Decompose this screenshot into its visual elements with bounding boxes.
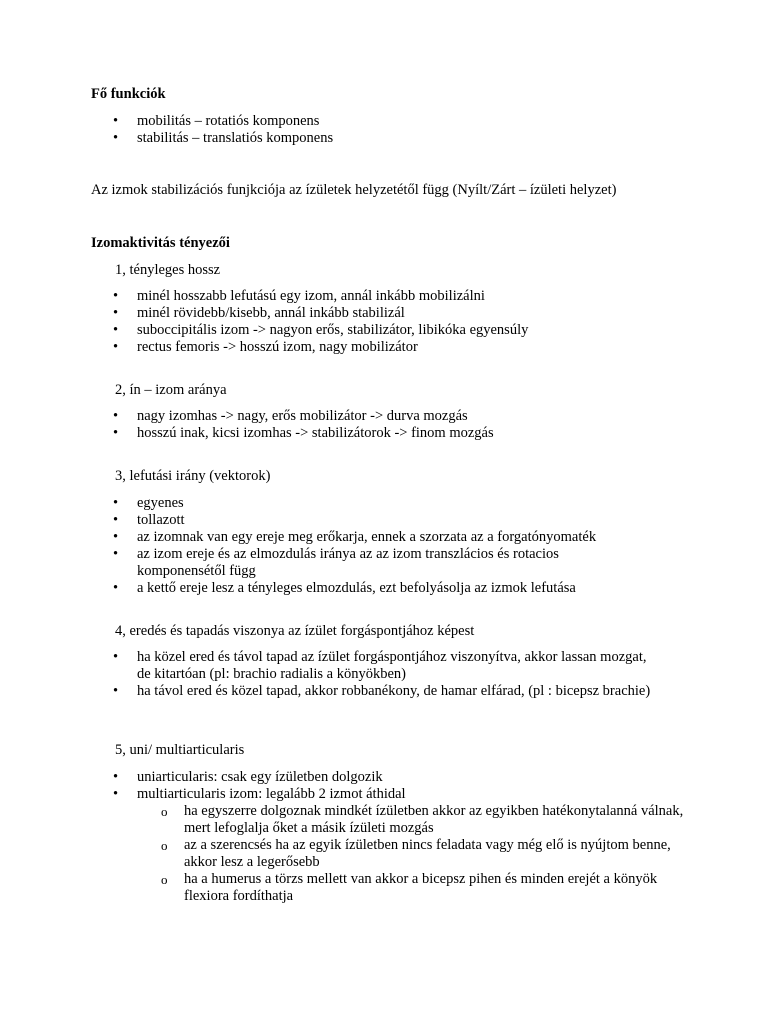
factor5-list [91, 769, 691, 905]
factor1-heading: 1, tényleges hossz [115, 262, 221, 278]
list-item: • rectus femoris -> hosszú izom, nagy mobilizátor [91, 339, 691, 356]
factor5-sublist [91, 803, 691, 905]
factor2-list [91, 408, 691, 442]
list-item: • minél rövidebb/kisebb, annál inkább stabilizál [91, 305, 691, 322]
factor3-list [91, 495, 651, 597]
sub-list-item: o az a szerencsés ha az egyik ízületben nincs feladata vagy még elő is nyújtom benne, akkor lesz a legerősebb [91, 837, 691, 871]
factor3-heading: 3, lefutási irány (vektorok) [115, 468, 271, 484]
factor5-heading: 5, uni/ multiarticularis [115, 742, 245, 758]
list-item: • nagy izomhas -> nagy, erős mobilizátor -> durva mozgás [91, 408, 691, 425]
list-item: • tollazott [91, 512, 651, 529]
list-item: • az izom ereje és az elmozdulás iránya az az izom transzlácios és rotacios komponensétől függ [91, 546, 651, 580]
heading-fo-funkciok: Fő funkciók [91, 86, 166, 102]
factor2-heading: 2, ín – izom aránya [115, 382, 227, 398]
list-item: • a kettő ereje lesz a tényleges elmozdulás, ezt befolyásolja az izmok lefutása [91, 580, 651, 597]
list-item: • suboccipitális izom -> nagyon erős, stabilizátor, libikóka egyensúly [91, 322, 691, 339]
sub-list-item: o ha egyszerre dolgoznak mindkét ízületben akkor az egyikben hatékonytalanná válnak, mert lefoglalja őket a másik ízületi mozgás [91, 803, 691, 837]
list-item: • az izomnak van egy ereje meg erőkarja, ennek a szorzata az a forgatónyomaték [91, 529, 651, 546]
list-item: • ha távol ered és közel tapad, akkor robbanékony, de hamar elfárad, (pl : bicepsz brachie) [91, 683, 651, 700]
list-item: • egyenes [91, 495, 651, 512]
list-fo-funkciok [91, 113, 691, 147]
list-item: • ha közel ered és távol tapad az ízület forgáspontjához viszonyítva, akkor lassan mozgat, de kitartóan (pl: brachio radialis a könyökben) [91, 649, 651, 683]
heading-izomaktivitas: Izomaktivitás tényezői [91, 235, 230, 251]
list-item: • minél hosszabb lefutású egy izom, annál inkább mobilizálni [91, 288, 691, 305]
list-item: • mobilitás – rotatiós komponens [91, 113, 691, 130]
paragraph-stabilizacio: Az izmok stabilizációs funjkciója az ízületek helyzetétől függ (Nyílt/Zárt – ízületi helyzet) [91, 182, 617, 198]
list-item: • uniarticularis: csak egy ízületben dolgozik [91, 769, 691, 786]
list-item: • multiarticularis izom: legalább 2 izmot áthidal [91, 786, 691, 803]
factor1-list [91, 288, 691, 356]
sub-list-item: o ha a humerus a törzs mellett van akkor a bicepsz pihen és minden erejét a könyök flexiora fordíthatja [91, 871, 691, 905]
list-item: • stabilitás – translatiós komponens [91, 130, 691, 147]
factor4-heading: 4, eredés és tapadás viszonya az ízület forgáspontjához képest [115, 623, 475, 639]
factor4-list [91, 649, 651, 700]
list-item: • hosszú inak, kicsi izomhas -> stabilizátorok -> finom mozgás [91, 425, 691, 442]
